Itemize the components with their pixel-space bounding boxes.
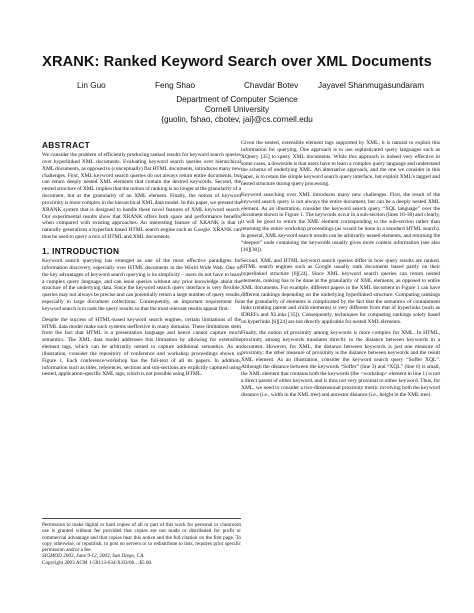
introduction-paragraph: Keyword search querying has emerged as one of the most effective paradigms for information discovery, especially over HTML documents in the World Wide Web. One of the key advantages of keyword search querying is its simplicity – users do not have to learn a complex query language, and can issue queries without any prior knowledge about the structure of the underlying data. Since the keyword search query interface is very flexible, queries may not always be precise and can potentially return a large number of query results, especially in large document collections. Consequently, an important requirement for keyword search is to rank the query results so that the most relevant results appear first.	[42, 257, 241, 312]
author-name: Feng Shao	[155, 81, 196, 90]
body-paragraph: Given the nested, extensible element tags supported by XML, it is natural to exploit this information for querying. One approach is to use sophisticated query languages such as XQuery [35] to query XML documents. While this approach is indeed very effective in some cases, a downside is that users have to learn a complex query language and understand the schema of underlying XML. An alternative approach, and the one we consider in this paper, is to retain the simple keyword search query interface, but exploit XML’s tagged and nested structure during query processing.	[241, 140, 440, 188]
abstract-heading: ABSTRACT	[42, 140, 91, 150]
copyright-line: Copyright 2003 ACM 1-58113-634-X/03/06…$5.00.	[42, 559, 153, 566]
introduction-heading: 1. INTRODUCTION	[42, 245, 120, 256]
author-name: Jayavel Shanmugasundaram	[318, 81, 425, 90]
right-column	[241, 140, 440, 402]
affiliation-university: Cornell University	[204, 105, 270, 114]
author-name: Lin Guo	[77, 81, 106, 90]
permission-text: Permission to make digital or hard copies of all or part of this work for personal or classroom use is granted without fee provided that copies are not made or distributed for profit or commercial advantage and that copies bear this notice and the full citation on the first page. To copy otherwise, or republish, to post on servers or to redistribute to lists, requires prior specific permission and/or a fee.	[42, 522, 241, 554]
body-paragraph: Finally, the notion of proximity among keywords is more complex for XML. In HTML, proximity among keywords translates directly to the distance between keywords in a document. However, for XML, the distance between keywords is just one measure of proximity; the other measure of proximity is the distance between keywords and the result XML element. As an illustration, consider the keyword search query “Soffer XQL”. Although the distance between the keywords “Soffer” (line 3) and “XQL” (line 6) is small, the XML element that contains both the keywords (the <workshop> element in line 1) is not a direct parent of either keyword, and is thus not very proximal to either keyword. Thus, for XML, we need to consider a two-dimensional proximity metric involving both the keyword distance (i.e., width in the XML tree) and ancestor distance (i.e., height in the XML tree).	[241, 329, 440, 398]
affiliation-emails: {guolin, fshao, cbotev, jai}@cs.cornell.edu	[161, 115, 313, 124]
body-paragraph: Keyword searching over XML introduces many new challenges. First, the result of the keyword search query is not always the entire document, but can be a deeply nested XML element. As an illustration, consider the keyword search query “XQL language” over the document shown in Figure 1. The keywords occur in a sub-section (lines 16-18) and clearly, it will be good to return the XML element corresponding to the sub-section rather than returning the entire workshop proceedings (as would be done in a standard HTML search). In general, XML keyword search results can be arbitrarily nested elements, and returning the “deepest” node containing the keywords usually gives more context information (see also [16][30]).	[241, 191, 440, 253]
paper-title: XRANK: Ranked Keyword Search over XML Documents	[42, 54, 432, 70]
body-paragraph: Second, XML and HTML keyword search queries differ in how query results are ranked. HTML search engines such as Google usually rank documents based partly on their hyperlinked structure [6][24]. Since XML keyword search queries can return nested elements, ranking has to be done at the granularity of XML elements, as opposed to entire XML documents. For example, different papers in the XML document in Figure 1 can have different rankings depending on the underlying hyperlinked structure. Computing rankings at the granularity of elements is complicated by the fact that the semantics of containment links (relating parent and child elements) is very different from that of hyperlinks (such as IDREFs and XLinks [35]). Consequently, techniques for computing rankings solely based on hyperlinks [6][24] are not directly applicable for nested XML elements.	[241, 257, 440, 326]
abstract-text: We consider the problem of efficiently producing ranked results for keyword search queries over hyperlinked XML documents. Evaluating keyword search queries over hierarchical XML documents, as opposed to (conceptually) flat HTML documents, introduces many new challenges. First, XML keyword search queries do not always return entire documents, but can return deeply nested XML elements that contain the desired keywords. Second, the nested structure of XML implies that the notion of ranking is no longer at the granularity of a document, but at the granularity of an XML element. Finally, the notion of keyword proximity is more complex in the hierarchical XML data model. In this paper, we present the XRANK system that is designed to handle these novel features of XML keyword search. Our experimental results show that XRANK offers both space and performance benefits when compared with existing approaches. An interesting feature of XRANK is that it naturally generalizes a hyperlink based HTML search engine such as Google. XRANK can thus be used to query a mix of HTML and XML documents.	[42, 152, 241, 241]
author-name: Chavdar Botev	[244, 81, 299, 90]
introduction-paragraph: Despite the success of HTML-based keyword search engines, certain limitations of the HTML data model make such systems ineffective in many domains. These limitations stem from the fact that HTML is a presentation language and hence cannot capture much semantics. The XML data model addresses this limitation by allowing for extensible element tags, which can be arbitrarily nested to capture additional semantics. As an illustration, consider the repository of conference and workshop proceedings shown in Figure 1. Each conference/workshop has the full-text of all its papers. In addition, information such as titles, references, sections and sub-sections are explicitly captured using nested, application-specific XML tags, which is not possible using HTML.	[42, 316, 241, 378]
copyright-notice	[42, 518, 241, 566]
left-column	[42, 140, 241, 382]
affiliation-department: Department of Computer Science	[176, 95, 298, 104]
venue-line: SIGMOD 2003, June 9-12, 2003, San Diego, CA.	[42, 553, 145, 560]
